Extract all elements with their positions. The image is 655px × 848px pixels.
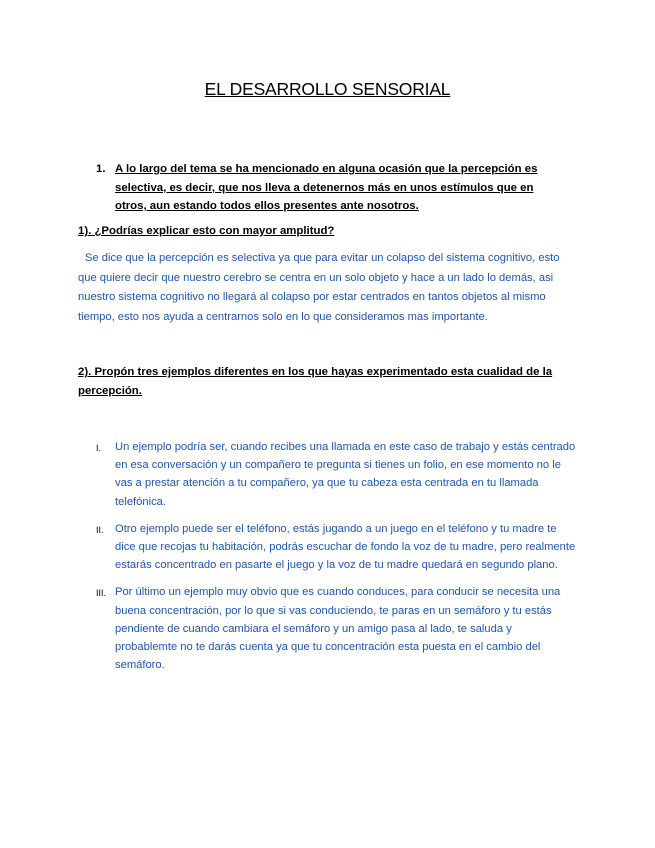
examples-list <box>96 438 576 683</box>
list-item-numeral: II. <box>96 524 104 535</box>
list-item-numeral: III. <box>96 588 107 599</box>
question-intro <box>96 160 556 216</box>
q1-heading: 1). ¿Podrías explicar esto con mayor amplitud? <box>78 225 335 237</box>
list-item <box>96 520 576 575</box>
list-item <box>96 438 576 511</box>
q1-answer: Se dice que la percepción es selectiva ya que para evitar un colapso del sistema cognitivo, esto que quiere decir que nuestro cerebro se centra en un solo objeto y hace a un lado lo demás, asi nuestro sistema cognitivo no llegará al colapso por estar centrados en tantos objetos al mismo tiempo, esto nos ayuda a centrarnos solo en lo que consideramos mas importante. <box>78 252 560 323</box>
list-item-text: Un ejemplo podría ser, cuando recibes una llamada en este caso de trabajo y estás centrado en esa conversación y un compañero te pregunta si tienes un folio, en ese momento no le vas a prestar atención a tu compañero, ya que tu cabeza esta centrada en tu llamada telefónica. <box>115 441 576 508</box>
page-title: EL DESARROLLO SENSORIAL <box>204 79 451 99</box>
q2-heading: 2). Propón tres ejemplos diferentes en los que hayas experimentado esta cualidad de la percepción. <box>78 366 553 397</box>
question-intro-number: 1. <box>96 163 106 175</box>
list-item <box>96 583 576 674</box>
question-intro-text: A lo largo del tema se ha mencionado en alguna ocasión que la percepción es selectiva, es decir, que nos lleva a detenernos más en unos estímulos que en otros, aun estando todos ellos presentes ante nosotros. <box>115 163 538 212</box>
list-item-text: Otro ejemplo puede ser el teléfono, estás jugando a un juego en el teléfono y tu madre te dice que recojas tu habitación, podrás escuchar de fondo la voz de tu madre, pero realmente estarás concentrado en pasarte el juego y la voz de tu madre quedará en segundo plano. <box>115 522 576 572</box>
list-item-numeral: I. <box>96 443 102 453</box>
list-item-text: Por último un ejemplo muy obvio que es cuando conduces, para conducir se necesita una buena concentración, por lo que si vas conduciendo, te paras en un semáforo y tu estás pendiente de cuando cambiara el semáforo y un amigo pasa al lado, te saluda y probablemte no te darás cuenta ya que tu concentración esta puesta en el cambio del semáforo. <box>115 586 561 672</box>
